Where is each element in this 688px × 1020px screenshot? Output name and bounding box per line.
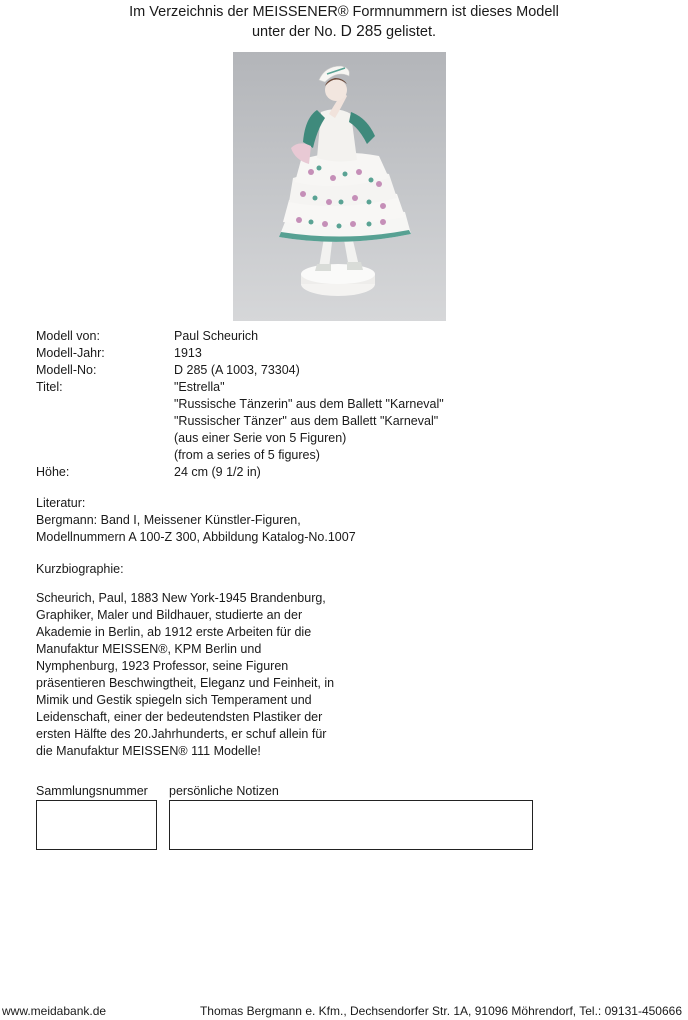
detail-row <box>36 464 494 481</box>
biography-line: präsentieren Beschwingtheit, Eleganz und Feinheit, in <box>36 676 335 690</box>
title-line: (from a series of 5 figures) <box>174 448 320 462</box>
title-line: "Russische Tänzerin" aus dem Ballett "Karneval" <box>174 397 444 411</box>
model-number: D 285 <box>340 23 383 40</box>
title-line: "Russischer Tänzer" aus dem Ballett "Karneval" <box>174 414 439 428</box>
figurine-photo <box>233 52 446 321</box>
collection-number-label: Sammlungsnummer <box>36 784 148 798</box>
detail-label: Höhe: <box>36 465 70 479</box>
detail-value-list <box>174 379 494 464</box>
collection-number-box[interactable] <box>36 800 157 850</box>
biography-line: die Manufaktur MEISSEN® 111 Modelle! <box>36 744 261 758</box>
detail-label: Titel: <box>36 380 63 394</box>
footer-address: Thomas Bergmann e. Kfm., Dechsendorfer Str. 1A, 91096 Möhrendorf, Tel.: 09131-450666 <box>199 1004 682 1018</box>
biography-line: Manufaktur MEISSEN®, KPM Berlin und <box>36 642 262 656</box>
title-line: (aus einer Serie von 5 Figuren) <box>174 431 347 445</box>
biography-heading: Kurzbiographie: <box>36 562 124 576</box>
detail-value: 1913 <box>174 346 202 360</box>
title-line: "Estrella" <box>174 380 225 394</box>
literature-heading: Literatur: <box>36 496 86 510</box>
detail-row <box>36 328 494 345</box>
detail-value: Paul Scheurich <box>174 329 259 343</box>
biography-line: Leidenschaft, einer der bedeutendsten Plastiker der <box>36 710 323 724</box>
detail-label: Modell-Jahr: <box>36 346 105 360</box>
detail-value: D 285 (A 1003, 73304) <box>174 363 300 377</box>
biography-line: Nymphenburg, 1923 Professor, seine Figuren <box>36 659 289 673</box>
detail-value: 24 cm (9 1/2 in) <box>174 465 261 479</box>
detail-label: Modell von: <box>36 329 100 343</box>
biography-text <box>36 590 334 760</box>
literature-line: Modellnummern A 100-Z 300, Abbildung Katalog-No.1007 <box>36 530 356 544</box>
personal-notes-label: persönliche Notizen <box>169 784 279 798</box>
figurine-image <box>233 52 446 321</box>
footer-website[interactable]: www.meidabank.de <box>2 1004 107 1018</box>
model-details <box>36 328 494 481</box>
detail-row <box>36 379 494 464</box>
biography-line: Graphiker, Maler und Bildhauer, studierte an der <box>36 608 303 622</box>
detail-label: Modell-No: <box>36 363 97 377</box>
header-line-2: unter der No. D 285 gelistet. <box>251 23 437 40</box>
header-line-1: Im Verzeichnis der MEISSENER® Formnummern ist dieses Modell <box>129 4 559 20</box>
header <box>0 2 688 42</box>
biography-line: Scheurich, Paul, 1883 New York-1945 Brandenburg, <box>36 591 326 605</box>
biography-line: Akademie in Berlin, ab 1912 erste Arbeiten für die <box>36 625 312 639</box>
personal-notes-box[interactable] <box>169 800 533 850</box>
detail-row <box>36 362 494 379</box>
literature-section <box>36 495 356 546</box>
biography-line: Mimik und Gestik spiegeln sich Temperament und <box>36 693 312 707</box>
biography-line: ersten Hälfte des 20.Jahrhunderts, er schuf allein für <box>36 727 327 741</box>
literature-line: Bergmann: Band I, Meissener Künstler-Figuren, <box>36 513 301 527</box>
detail-row <box>36 345 494 362</box>
